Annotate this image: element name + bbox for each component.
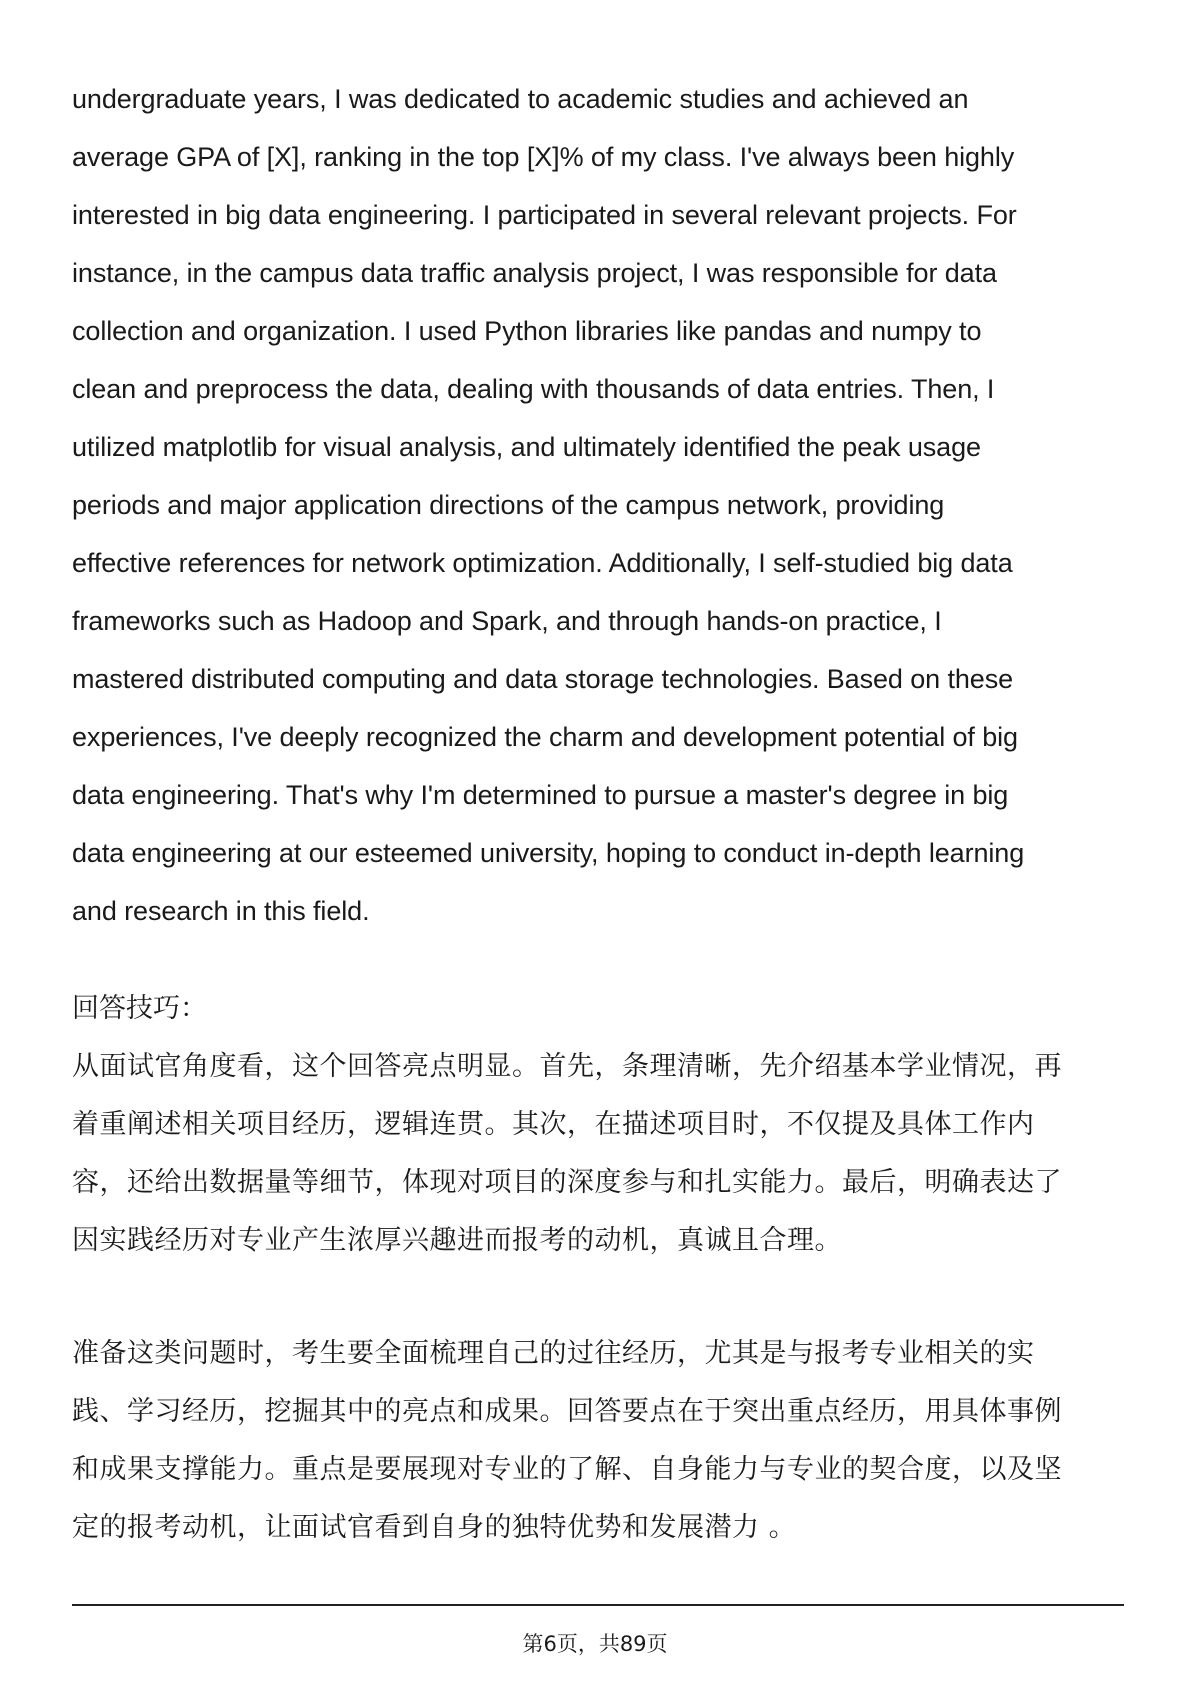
footer-divider xyxy=(72,1604,1124,1606)
paragraph-spacer xyxy=(72,1270,1122,1325)
paragraph-line: effective references for network optimization. Additionally, I self-studied big data xyxy=(72,548,1013,578)
paragraph-line: data engineering at our esteemed university, hoping to conduct in-depth learning xyxy=(72,838,1025,868)
paragraph-line: clean and preprocess the data, dealing with thousands of data entries. Then, I xyxy=(72,374,995,404)
paragraph-line: average GPA of [X], ranking in the top [X]% of my class. I've always been highly xyxy=(72,142,1015,172)
paragraph-line: periods and major application directions of the campus network, providing xyxy=(72,490,945,520)
paragraph-line: 准备这类问题时，考生要全面梳理自己的过往经历，尤其是与报考专业相关的实 xyxy=(72,1338,1035,1369)
paragraph-line: 着重阐述相关项目经历，逻辑连贯。其次，在描述项目时，不仅提及具体工作内 xyxy=(72,1109,1035,1140)
paragraph-line: interested in big data engineering. I participated in several relevant projects. For xyxy=(72,200,1017,230)
tips-paragraph-1 xyxy=(72,1038,1122,1270)
paragraph-line: and research in this field. xyxy=(72,896,370,926)
tips-heading: 回答技巧： xyxy=(72,993,207,1024)
paragraph-line: data engineering. That's why I'm determined to pursue a master's degree in big xyxy=(72,780,1009,810)
paragraph-line: 和成果支撑能力。重点是要展现对专业的了解、自身能力与专业的契合度，以及坚 xyxy=(72,1454,1062,1485)
paragraph-line: instance, in the campus data traffic analysis project, I was responsible for data xyxy=(72,258,997,288)
paragraph-line: 从面试官角度看，这个回答亮点明显。首先，条理清晰，先介绍基本学业情况，再 xyxy=(72,1051,1062,1082)
paragraph-line: mastered distributed computing and data storage technologies. Based on these xyxy=(72,664,1014,694)
paragraph-line: 容，还给出数据量等细节，体现对项目的深度参与和扎实能力。最后，明确表达了 xyxy=(72,1167,1062,1198)
paragraph-line: frameworks such as Hadoop and Spark, and through hands-on practice, I xyxy=(72,606,942,636)
page-content xyxy=(72,70,1122,1557)
paragraph-line: 践、学习经历，挖掘其中的亮点和成果。回答要点在于突出重点经历，用具体事例 xyxy=(72,1396,1062,1427)
paragraph-line: experiences, I've deeply recognized the charm and development potential of big xyxy=(72,722,1018,752)
paragraph-line: 定的报考动机，让面试官看到自身的独特优势和发展潜力 。 xyxy=(72,1512,797,1543)
paragraph-line: utilized matplotlib for visual analysis, and ultimately identified the peak usage xyxy=(72,432,981,462)
english-paragraph xyxy=(72,70,1122,940)
paragraph-line: undergraduate years, I was dedicated to academic studies and achieved an xyxy=(72,84,969,114)
page-number: 第6页，共89页 xyxy=(522,1632,668,1656)
paragraph-line: 因实践经历对专业产生浓厚兴趣进而报考的动机，真诚且合理。 xyxy=(72,1225,842,1256)
tips-paragraph-2 xyxy=(72,1325,1122,1557)
paragraph-line: collection and organization. I used Python libraries like pandas and numpy to xyxy=(72,316,982,346)
